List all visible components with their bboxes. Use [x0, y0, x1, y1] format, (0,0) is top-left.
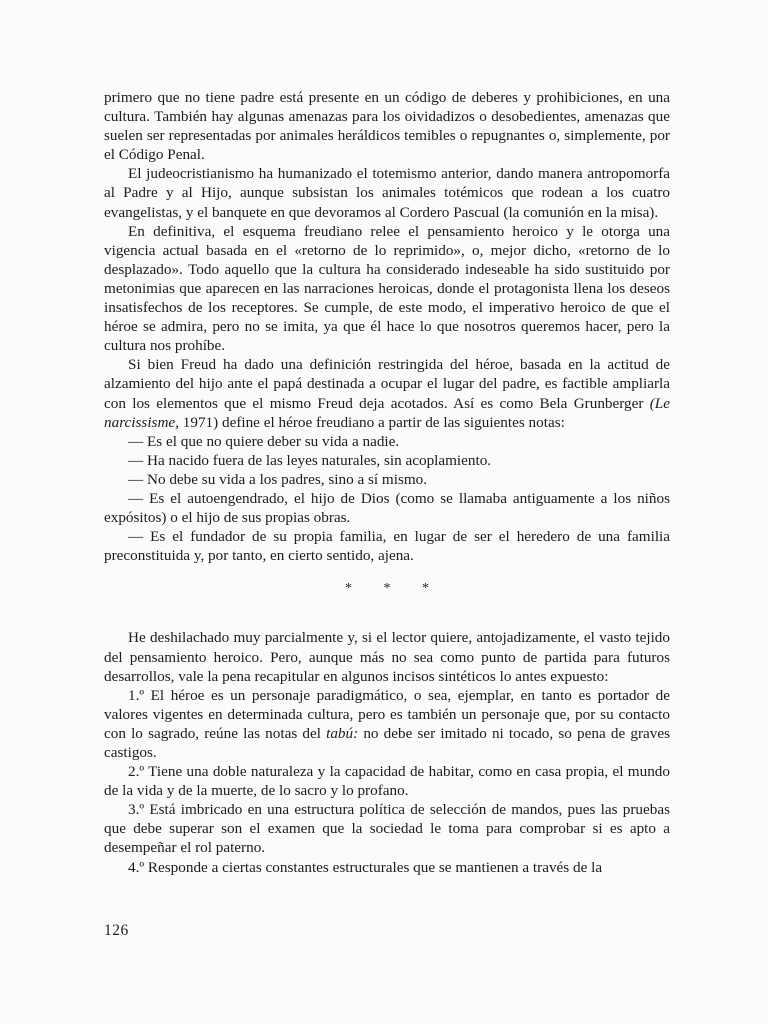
body-text	[104, 88, 670, 877]
numbered-item-1-text-b: no debe ser imitado ni tocado, so pena de graves castigos.	[104, 724, 670, 761]
paragraph-continuation: primero que no tiene padre está presente en un código de deberes y prohibiciones, en una cultura. También hay algunas amenazas para los oividadizos o desobedientes, amenazas que suelen ser representadas por animales heráldicos temibles o repugnantes o, simplemente, por el Código Penal.	[104, 89, 670, 164]
list-item: — Es el que no quiere deber su vida a nadie.	[128, 432, 400, 450]
list-item: — Es el autoengendrado, el hijo de Dios (como se llamaba antiguamente a los niños expósitos) o el hijo de sus propias obras.	[104, 489, 670, 527]
book-title-italic: (Le narcissisme,	[104, 394, 670, 431]
list-item: — Ha nacido fuera de las leyes naturales, sin acoplamiento.	[128, 451, 492, 469]
numbered-item-3: 3.º Está imbricado en una estructura política de selección de mandos, pues las pruebas que debe superar son el examen que la sociedad le toma para comprobar si es apto a desempeñar el rol paterno.	[104, 801, 670, 857]
paragraph-definitiva: En definitiva, el esquema freudiano relee el pensamiento heroico y le otorga una vigencia actual basada en el «retorno de lo reprimido», o, mejor dicho, «retorno de lo desplazado». Todo aquello que la cultura ha considerado indeseable ha sido sustituido por metonimias que aparecen en las narraciones heroicas, donde el protagonista llena los deseos insatisfechos de los receptores. Se cumple, de este modo, el imperativo heroico de que el héroe se admira, pero no se imita, ya que él hace lo que nosotros queremos hacer, pero la cultura nos prohíbe.	[104, 222, 670, 355]
page-number: 126	[104, 922, 129, 939]
paragraph-freud	[104, 355, 670, 431]
paragraph-deshilachado: He deshilachado muy parcialmente y, si el lector quiere, antojadizamente, el vasto tejido del pensamiento heroico. Pero, aunque más no sea como punto de partida para futuros desarrollos, vale la pena recapitular en algunos incisos sintéticos lo antes expuesto:	[104, 629, 670, 685]
section-separator: * * *	[345, 581, 443, 597]
paragraph-judeocristianismo: El judeocristianismo ha humanizado el totemismo anterior, dando manera antropomorfa al Padre y al Hijo, aunque subsistan los animales totémicos que rodean a los cuatro evangelistas, y el banquete en que devoramos al Cordero Pascual (la comunión en la misa).	[104, 165, 670, 221]
numbered-item-2: 2.º Tiene una doble naturaleza y la capacidad de habitar, como en casa propia, el mundo de la vida y de la muerte, de lo sacro y lo profano.	[104, 763, 670, 800]
numbered-item-1	[104, 686, 670, 762]
paragraph-freud-text-b: 1971) define el héroe freudiano a partir de las siguientes notas:	[178, 413, 565, 431]
paragraph-freud-text-a: Si bien Freud ha dado una definición restringida del héroe, basada en la actitud de alzamiento del hijo ante el papá destinada a ocupar el lugar del padre, es factible ampliarla con los elementos que el mismo Freud deja acotados. Así es como Bela Grunberger	[104, 356, 670, 412]
list-item: — Es el fundador de su propia familia, en lugar de ser el heredero de una familia preconstituida y, por tanto, en cierto sentido, ajena.	[104, 528, 670, 565]
list-item: — No debe su vida a los padres, sino a sí mismo.	[128, 470, 428, 488]
tabu-italic: tabú:	[326, 724, 359, 742]
numbered-item-1-text-a: 1.º El héroe es un personaje paradigmático, o sea, ejemplar, en tanto es portador de valores vigentes en determinada cultura, pero es también un personaje que, por su contacto con lo sagrado, reúne las notas del	[104, 686, 670, 742]
numbered-item-4: 4.º Responde a ciertas constantes estructurales que se mantienen a través de la	[128, 858, 603, 876]
